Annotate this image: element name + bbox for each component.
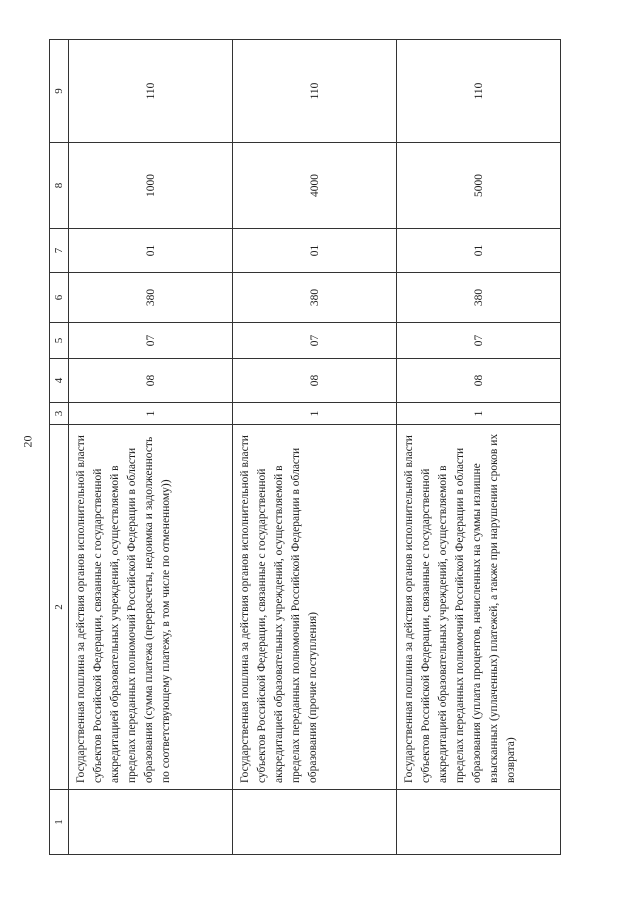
cell-col-8: 4000 xyxy=(233,143,397,229)
revenue-codes-table xyxy=(49,39,561,855)
cell-description: Государственная пошлина за действия органов исполнительной власти субъектов Российской Федерации, связанные с государственной аккредитацией образовательных учреждений, осуществляемой в пределах переданных полномочий Российской Федерации в области образования (уплата процентов, начисленных на суммы излишне взысканных (уплаченных) платежей, а также при нарушении сроков их возврата) xyxy=(397,425,561,790)
cell-col-1 xyxy=(233,790,397,855)
cell-col-9: 110 xyxy=(397,40,561,143)
cell-col-3: 1 xyxy=(233,403,397,425)
header-col-6: 6 xyxy=(50,273,69,323)
header-col-2: 2 xyxy=(50,425,69,790)
cell-col-1 xyxy=(397,790,561,855)
cell-description: Государственная пошлина за действия органов исполнительной власти субъектов Российской Федерации, связанные с государственной аккредитацией образовательных учреждений, осуществляемой в пределах переданных полномочий Российской Федерации в области образования (прочие поступления) xyxy=(233,425,397,790)
cell-col-6: 380 xyxy=(233,273,397,323)
rotated-table-frame xyxy=(49,40,561,855)
header-col-5: 5 xyxy=(50,323,69,359)
header-col-1: 1 xyxy=(50,790,69,855)
cell-col-7: 01 xyxy=(69,229,233,273)
cell-col-8: 1000 xyxy=(69,143,233,229)
cell-col-3: 1 xyxy=(69,403,233,425)
header-col-8: 8 xyxy=(50,143,69,229)
cell-col-1 xyxy=(69,790,233,855)
header-col-4: 4 xyxy=(50,359,69,403)
table-row xyxy=(233,40,397,855)
cell-col-7: 01 xyxy=(233,229,397,273)
cell-col-4: 08 xyxy=(397,359,561,403)
cell-col-9: 110 xyxy=(69,40,233,143)
cell-col-3: 1 xyxy=(397,403,561,425)
header-col-9: 9 xyxy=(50,40,69,143)
page-number: 20 xyxy=(20,435,35,448)
rotated-table-content xyxy=(49,40,561,855)
cell-col-8: 5000 xyxy=(397,143,561,229)
cell-col-7: 01 xyxy=(397,229,561,273)
header-col-3: 3 xyxy=(50,403,69,425)
header-row xyxy=(50,40,69,855)
cell-col-4: 08 xyxy=(69,359,233,403)
cell-col-9: 110 xyxy=(233,40,397,143)
cell-col-6: 380 xyxy=(397,273,561,323)
cell-col-4: 08 xyxy=(233,359,397,403)
table-row xyxy=(397,40,561,855)
header-col-7: 7 xyxy=(50,229,69,273)
cell-col-6: 380 xyxy=(69,273,233,323)
cell-col-5: 07 xyxy=(69,323,233,359)
table-row xyxy=(69,40,233,855)
cell-description: Государственная пошлина за действия органов исполнительной власти субъектов Российской Федерации, связанные с государственной аккредитацией образовательных учреждений, осуществляемой в пределах переданных полномочий Российской Федерации в области образования (сумма платежа (перерасчеты, недоимка и задолженность по соответствующему платежу, в том числе по отмененному)) xyxy=(69,425,233,790)
cell-col-5: 07 xyxy=(397,323,561,359)
cell-col-5: 07 xyxy=(233,323,397,359)
